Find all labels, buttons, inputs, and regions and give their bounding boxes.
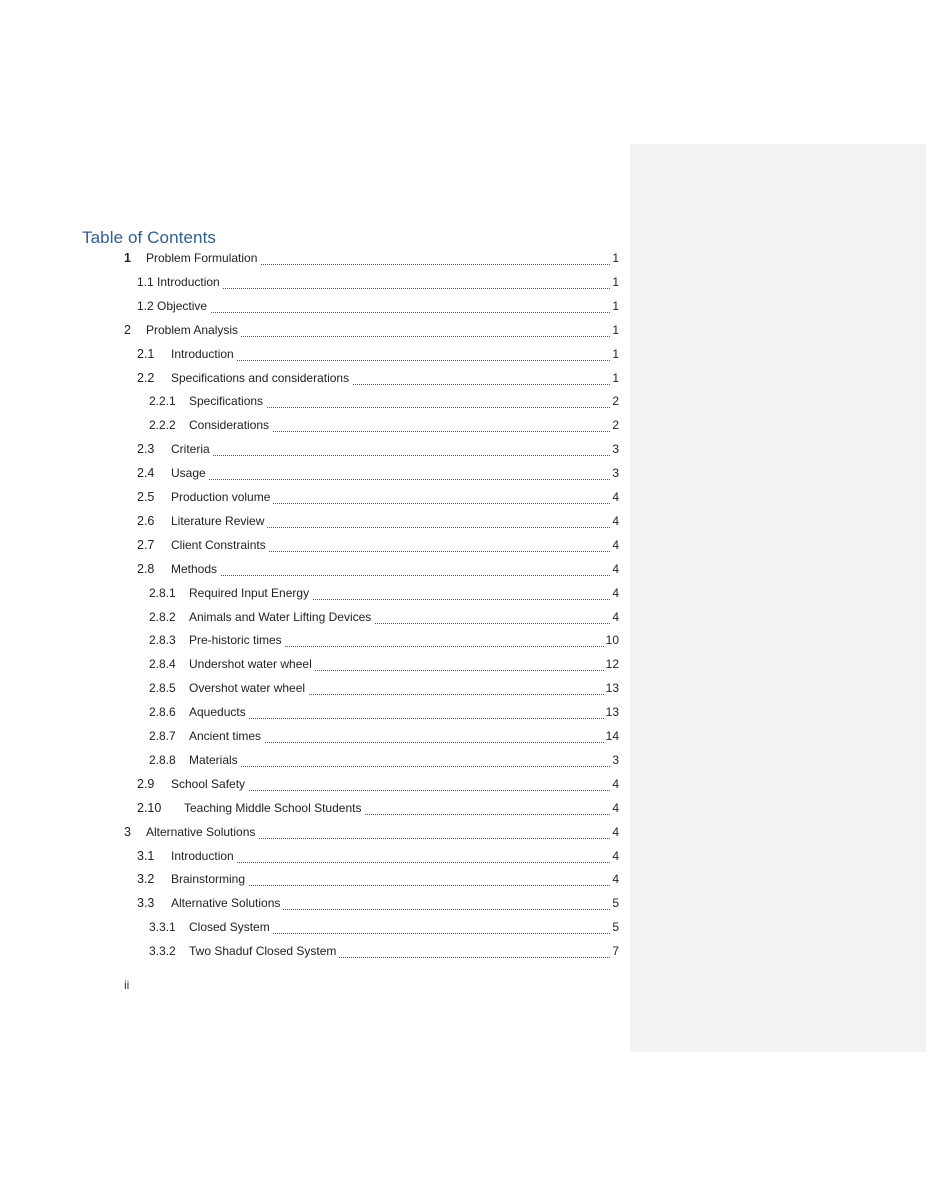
toc-entry-number: 2.8.7	[149, 729, 176, 743]
toc-entry[interactable]	[0, 917, 926, 937]
toc-entry-label: Ancient times	[189, 726, 264, 746]
toc-entry[interactable]	[0, 272, 926, 292]
toc-entry[interactable]	[0, 750, 926, 770]
toc-entry-label: Problem Analysis	[146, 320, 241, 340]
toc-entry-page: 13	[604, 702, 619, 722]
toc-entry-page: 4	[610, 559, 619, 579]
toc-dot-leader	[175, 350, 610, 361]
toc-entry-label: Client Constraints	[171, 535, 269, 555]
toc-entry[interactable]	[0, 344, 926, 364]
toc-entry-page: 1	[610, 320, 619, 340]
toc-entry-page: 1	[610, 248, 619, 268]
toc-entry[interactable]	[0, 463, 926, 483]
toc-entry-number: 2.1	[137, 346, 155, 361]
toc-entry-label: Criteria	[171, 439, 213, 459]
toc-dot-leader	[175, 445, 610, 456]
toc-entry[interactable]	[0, 893, 926, 913]
toc-entry-page: 4	[610, 846, 619, 866]
toc-entry-number: 1	[124, 251, 131, 265]
toc-entry-label: Materials	[189, 750, 241, 770]
toc-entry-page: 13	[604, 678, 619, 698]
toc-entry-number: 2.8.1	[149, 585, 176, 600]
toc-entry-label: Pre-historic times	[189, 630, 285, 650]
toc-entry-page: 4	[610, 869, 619, 889]
toc-entry-label: Specifications and considerations	[171, 368, 352, 388]
toc-entry-label: 1.2 Objective	[137, 296, 210, 316]
toc-entry[interactable]	[0, 248, 926, 268]
toc-entry-label: Considerations	[189, 415, 272, 435]
toc-entry-page: 4	[610, 822, 619, 842]
toc-entry-number: 2.8.5	[149, 681, 176, 696]
toc-entry-page: 4	[610, 774, 619, 794]
toc-dot-leader	[141, 302, 610, 313]
toc-entry[interactable]	[0, 630, 926, 650]
toc-entry-page: 4	[610, 487, 619, 507]
toc-entry-number: 2.8.3	[149, 633, 176, 648]
toc-entry-label: Introduction	[171, 344, 237, 364]
toc-entry[interactable]	[0, 869, 926, 889]
toc-entry-label: Overshot water wheel	[189, 678, 308, 698]
toc-entry-number: 3.3.1	[149, 920, 176, 935]
toc-entry[interactable]	[0, 487, 926, 507]
toc-entry-page: 5	[610, 893, 619, 913]
toc-entry-label: Methods	[171, 559, 220, 579]
toc-entry[interactable]	[0, 774, 926, 794]
toc-entry-page: 12	[604, 654, 619, 674]
toc-entry-number: 2.7	[137, 537, 155, 552]
toc-entry-page: 4	[610, 798, 619, 818]
toc-entry-number: 2.8.2	[149, 609, 176, 624]
toc-entry-page: 14	[604, 726, 619, 746]
toc-entry[interactable]	[0, 296, 926, 316]
footer-page-number: ii	[124, 978, 130, 992]
toc-entry-number: 2.10	[137, 800, 162, 815]
toc-entry-page: 4	[610, 535, 619, 555]
toc-dot-leader	[175, 852, 610, 863]
toc-entry[interactable]	[0, 415, 926, 435]
toc-entry-page: 10	[604, 630, 619, 650]
toc-entry-page: 1	[610, 344, 619, 364]
toc-entry-label: 1.1 Introduction	[137, 272, 223, 292]
toc-entry-page: 2	[610, 391, 619, 411]
toc-dot-leader	[193, 708, 610, 719]
toc-entry-label: Problem Formulation	[146, 248, 260, 268]
toc-entry-label: Literature Review	[171, 511, 267, 531]
toc-dot-leader	[193, 756, 610, 767]
toc-entry-label: Aqueducts	[189, 702, 249, 722]
toc-entry-page: 4	[610, 511, 619, 531]
toc-entry-label: Required Input Energy	[189, 583, 312, 603]
toc-entry-number: 2	[124, 322, 131, 337]
toc-entry-label: Specifications	[189, 391, 266, 411]
toc-title: Table of Contents	[82, 228, 217, 247]
toc-entry-number: 2.2.1	[149, 394, 176, 409]
toc-entry[interactable]	[0, 941, 926, 961]
toc-entry-page: 7	[610, 941, 619, 961]
toc-entry[interactable]	[0, 391, 926, 411]
toc-entry-page: 4	[610, 583, 619, 603]
toc-entry-number: 2.8.8	[149, 752, 176, 767]
toc-entry-number: 2.9	[137, 776, 155, 791]
toc-entry-number: 3.1	[137, 848, 155, 863]
toc-entry-number: 2.8.4	[149, 657, 176, 672]
toc-entry-label: School Safety	[171, 774, 248, 794]
toc-entry-label: Introduction	[171, 846, 237, 866]
toc-entry[interactable]	[0, 798, 926, 818]
toc-entry-number: 2.8	[137, 561, 155, 576]
toc-dot-leader	[175, 469, 610, 480]
toc-entry-number: 2.5	[137, 490, 155, 504]
toc-entry[interactable]	[0, 559, 926, 579]
toc-entry[interactable]	[0, 702, 926, 722]
toc-entry-label: Closed System	[189, 917, 273, 937]
toc-entry-page: 4	[610, 607, 619, 627]
toc-entry[interactable]	[0, 320, 926, 340]
toc-entry[interactable]	[0, 822, 926, 842]
toc-entry-label: Teaching Middle School Students	[184, 798, 364, 818]
toc-entry-number: 2.2.2	[149, 418, 176, 433]
toc-entry-label: Usage	[171, 463, 209, 483]
toc-entry[interactable]	[0, 535, 926, 555]
toc-entry-page: 1	[610, 296, 619, 316]
toc-entry-page: 2	[610, 415, 619, 435]
toc-entry-page: 5	[610, 917, 619, 937]
toc-entry-page: 1	[610, 368, 619, 388]
toc-entry-number: 3.2	[137, 872, 155, 887]
toc-entry-number: 3	[124, 824, 131, 839]
toc-entry[interactable]	[0, 583, 926, 603]
toc-entry-number: 3.3	[137, 896, 155, 911]
toc-entry-page: 3	[610, 439, 619, 459]
toc-entry[interactable]	[0, 654, 926, 674]
toc-entry-label: Undershot water wheel	[189, 654, 315, 674]
toc-dot-leader	[175, 565, 610, 576]
toc-entry[interactable]	[0, 439, 926, 459]
toc-entry-number: 2.4	[137, 466, 155, 481]
toc-entry-label: Animals and Water Lifting Devices	[189, 607, 374, 627]
toc-entry-label: Brainstorming	[171, 869, 248, 889]
toc-entry-page: 3	[610, 463, 619, 483]
toc-entry[interactable]	[0, 511, 926, 531]
toc-entry-number: 2.3	[137, 442, 155, 457]
toc-entry-number: 3.3.2	[149, 944, 176, 959]
toc-entry-number: 2.2	[137, 370, 155, 385]
toc-entry-number: 2.6	[137, 513, 155, 528]
toc-entry-label: Alternative Solutions	[171, 893, 283, 913]
toc-entry-page: 3	[610, 750, 619, 770]
toc-entry-label: Production volume	[171, 487, 273, 507]
toc-entry-number: 2.8.6	[149, 705, 176, 720]
toc-entry[interactable]	[0, 846, 926, 866]
toc-entry[interactable]	[0, 607, 926, 627]
toc-entry-label: Alternative Solutions	[146, 822, 258, 842]
toc-entry-label: Two Shaduf Closed System	[189, 941, 339, 961]
toc-entry[interactable]	[0, 726, 926, 746]
toc-entry-page: 1	[610, 272, 619, 292]
toc-entry[interactable]	[0, 368, 926, 388]
toc-entry[interactable]	[0, 678, 926, 698]
